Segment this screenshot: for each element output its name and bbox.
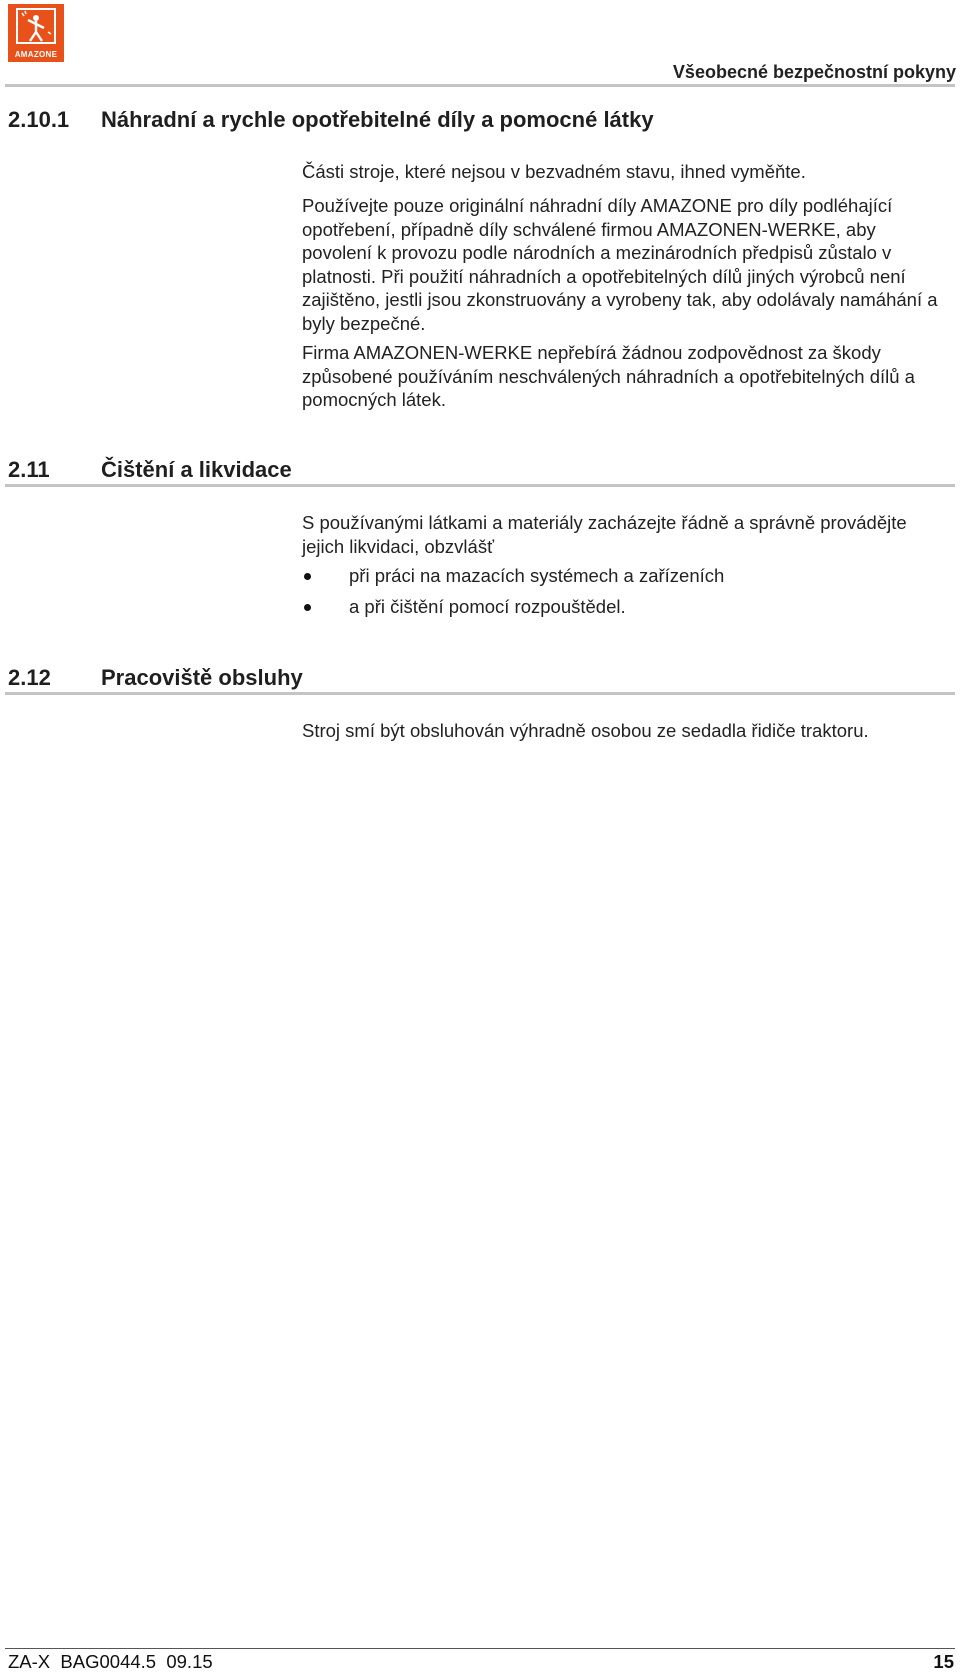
section-number: 2.10.1 bbox=[8, 107, 70, 132]
document-code: ZA-X BAG0044.5 09.15 bbox=[8, 1651, 213, 1672]
bullet-icon bbox=[304, 604, 311, 611]
paragraph: Stroj smí být obsluhován výhradně osobou ze sedadla řidiče traktoru. bbox=[302, 720, 869, 741]
amazone-logo bbox=[8, 4, 64, 62]
section-divider bbox=[5, 692, 955, 695]
paragraph: Firma AMAZONEN-WERKE nepřebírá žádnou zodpovědnost za škody způsobené používáním neschválených náhradních a opotřebitelných dílů a pomocných látek. bbox=[302, 342, 915, 410]
paragraph: Části stroje, které nejsou v bezvadném stavu, ihned vyměňte. bbox=[302, 161, 806, 182]
section-number: 2.12 bbox=[8, 665, 51, 690]
sower-emblem-icon bbox=[16, 8, 56, 44]
running-title: Všeobecné bezpečnostní pokyny bbox=[672, 62, 956, 82]
logo-wordmark: AMAZONE bbox=[14, 50, 58, 59]
header-divider bbox=[5, 84, 955, 87]
bullet-icon bbox=[304, 573, 311, 580]
paragraph: Používejte pouze originální náhradní díly AMAZONE pro díly podléhající opotřebení, případně díly schválené firmou AMAZONEN-WERKE, aby povolení k provozu podle národních a mezinárodních předpisů zůstalo v platnosti. Při použití náhradních a opotřebitelných dílů jiných výrobců není zajištěno, jestli jsou zkonstruovány a vyrobeny tak, aby odolávaly namáhání a byly bezpečné. bbox=[302, 195, 938, 334]
section-divider bbox=[5, 484, 955, 487]
page-number: 15 bbox=[933, 1651, 954, 1672]
section-title: Čištění a likvidace bbox=[101, 457, 292, 482]
list-item: a při čištění pomocí rozpouštědel. bbox=[349, 596, 626, 617]
section-title: Náhradní a rychle opotřebitelné díly a pomocné látky bbox=[101, 107, 654, 132]
section-title: Pracoviště obsluhy bbox=[101, 665, 303, 690]
section-number: 2.11 bbox=[8, 457, 50, 482]
list-item: při práci na mazacích systémech a zařízeních bbox=[349, 565, 725, 586]
paragraph: S používanými látkami a materiály zacházejte řádně a správně provádějte jejich likvidaci, obzvlášť bbox=[302, 512, 907, 557]
footer-divider bbox=[5, 1648, 955, 1649]
